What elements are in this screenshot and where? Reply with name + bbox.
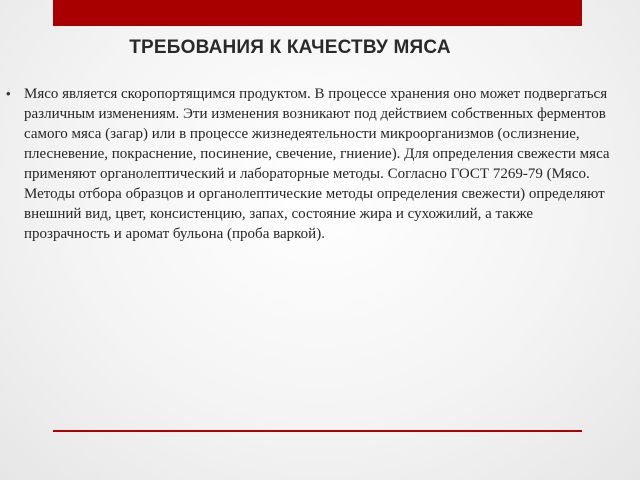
bullet-point: • xyxy=(6,86,11,101)
bottom-divider-line xyxy=(53,430,582,432)
bullet-item xyxy=(6,84,618,244)
body-paragraph: Мясо является скоропортящимся продуктом. В процессе хранения оно может подвергаться различным изменениям. Эти изменения возникают под действием собственных ферментов самого мяса (загар) или в процессе жизнедеятельности микроорганизмов (ослизнение, плесневение, покраснение, посинение, свечение, гниение). Для определения свежести мяса применяют органолептический и лабораторные методы. Согласно ГОСТ 7269-79 (Мясо. Методы отбора образцов и органолептические методы определения свежести) определяют внешний вид, цвет, консистенцию, запах, состояние жира и сухожилий, а также прозрачность и аромат бульона (проба варкой). xyxy=(24,86,610,242)
slide-content xyxy=(6,84,618,244)
top-accent-bar xyxy=(53,0,582,26)
slide-title: ТРЕБОВАНИЯ К КАЧЕСТВУ МЯСА xyxy=(129,37,451,58)
